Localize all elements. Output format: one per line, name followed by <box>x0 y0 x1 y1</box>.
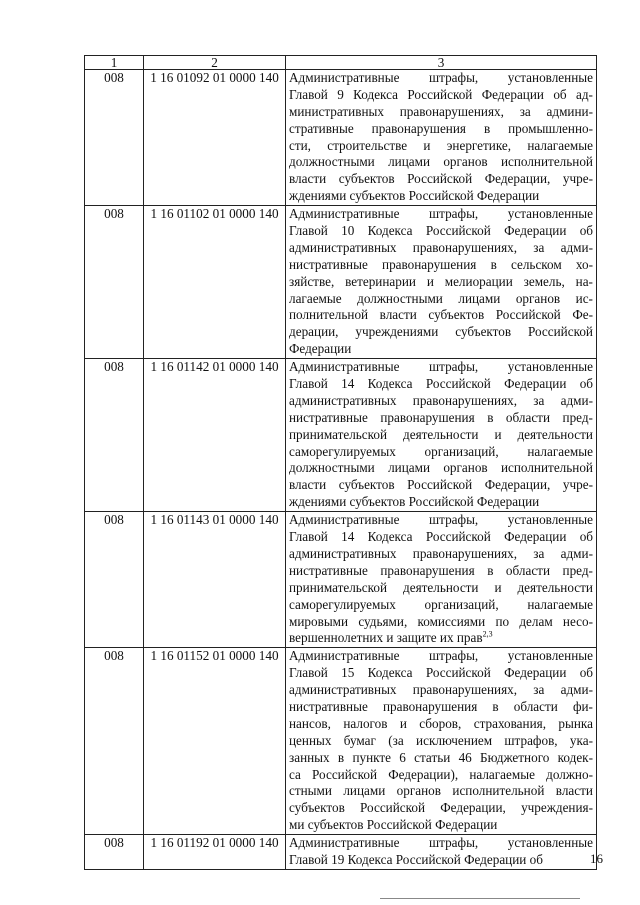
word: налагаемые <box>527 137 593 153</box>
word: 6 <box>399 749 406 765</box>
description-text: Главой 19 Кодекса Российской Федерации об <box>289 851 543 867</box>
word: несо- <box>562 613 593 629</box>
description-line <box>289 87 593 104</box>
bottom-divider <box>380 898 580 899</box>
word: в <box>337 749 345 765</box>
description-line <box>289 563 593 580</box>
word: Кодекса <box>367 529 413 545</box>
word: субъектов <box>338 477 395 493</box>
fees-table <box>84 55 597 870</box>
word: установленные <box>507 206 593 222</box>
description-line <box>289 716 593 733</box>
word: и <box>494 426 502 442</box>
table-row <box>85 648 597 835</box>
word: учреждения- <box>521 800 593 816</box>
word: Российской <box>360 800 426 816</box>
word: фи- <box>572 698 593 714</box>
word: налагаемые <box>469 766 535 782</box>
admin-code-cell: 008 <box>85 648 144 835</box>
description-line <box>289 494 593 511</box>
word: Федерации, <box>484 171 551 187</box>
description-line <box>289 597 593 614</box>
word: нистративные <box>289 562 368 578</box>
word: стративные <box>289 120 354 136</box>
word: об <box>579 665 593 681</box>
word: земель, <box>523 273 565 289</box>
word: власти <box>555 783 593 799</box>
word: административных <box>289 545 397 561</box>
word: органов <box>396 783 441 799</box>
word: Российской <box>407 171 473 187</box>
header-row <box>85 56 597 70</box>
word: власти <box>289 477 327 493</box>
word: министративных <box>289 103 384 119</box>
budget-code-cell: 1 16 01142 01 0000 140 <box>144 359 286 512</box>
description-cell <box>286 648 597 835</box>
word: Российской <box>495 307 561 323</box>
word: должно- <box>546 766 593 782</box>
description-line <box>289 70 593 87</box>
description-text: Федерации <box>289 341 352 357</box>
description-line <box>289 359 593 376</box>
word: Федерации <box>504 376 567 392</box>
word: зяйстве, <box>289 273 335 289</box>
word: промышленно- <box>508 120 593 136</box>
word: судьями, <box>358 613 408 629</box>
word: ука- <box>569 732 593 748</box>
word: должностными <box>289 154 375 170</box>
description-text: ждениями субъектов Российской Федерации <box>289 188 540 204</box>
description-text: ми субъектов Российской Федерации <box>289 817 498 833</box>
word: Российской <box>425 376 491 392</box>
word: субъектов <box>338 171 395 187</box>
word: установленные <box>507 512 593 528</box>
word: налогов <box>343 715 388 731</box>
budget-code-cell: 1 16 01143 01 0000 140 <box>144 512 286 648</box>
description-line <box>289 477 593 494</box>
word: штрафы, <box>429 648 479 664</box>
word: за <box>533 392 545 408</box>
admin-code-cell: 008 <box>85 206 144 359</box>
word: статьи <box>414 749 451 765</box>
word: Российской <box>425 223 491 239</box>
word: власти <box>289 171 327 187</box>
page-number: 16 <box>590 851 603 866</box>
word: пред- <box>562 562 593 578</box>
word: рынка <box>558 715 593 731</box>
word: занных <box>289 749 330 765</box>
word: ад- <box>575 86 593 102</box>
description-line <box>289 512 593 529</box>
budget-code-cell: 1 16 01152 01 0000 140 <box>144 648 286 835</box>
word: правонарушениях, <box>412 682 518 698</box>
word: за <box>533 682 545 698</box>
description-line <box>289 138 593 155</box>
word: организаций, <box>424 596 499 612</box>
description-text: вершеннолетних и защите их прав <box>289 630 483 646</box>
description-line <box>289 393 593 410</box>
word: об <box>553 86 567 102</box>
admin-code-cell: 008 <box>85 359 144 512</box>
word: Федерации <box>504 529 567 545</box>
word: Административные <box>289 70 400 85</box>
word: учре- <box>562 171 593 187</box>
word: сти, <box>289 137 311 153</box>
word: налагаемые <box>527 443 593 459</box>
word: правонарушения <box>382 256 477 272</box>
description-line <box>289 121 593 138</box>
word: Административные <box>289 512 400 528</box>
word: Федерации, <box>484 477 551 493</box>
word: пред- <box>562 409 593 425</box>
description-text: ждениями субъектов Российской Федерации <box>289 494 540 510</box>
word: полнительной <box>289 307 369 323</box>
word: штрафы, <box>429 206 479 222</box>
word: кодек- <box>557 749 593 765</box>
word: 10 <box>341 223 355 239</box>
word: Российской <box>407 86 473 102</box>
table-row <box>85 359 597 512</box>
word: установленные <box>507 70 593 85</box>
word: административных <box>289 392 397 408</box>
word: установленные <box>507 835 593 851</box>
word: Кодекса <box>367 223 413 239</box>
word: Российской <box>312 766 378 782</box>
word: области <box>505 409 551 425</box>
word: комиссиями <box>417 613 486 629</box>
word: са <box>289 766 301 782</box>
admin-code-cell: 008 <box>85 512 144 648</box>
word: об <box>579 376 593 392</box>
word: страхования, <box>473 715 547 731</box>
description-line <box>289 546 593 563</box>
word: нистративные <box>289 698 368 714</box>
word: лицами <box>388 460 431 476</box>
word: Федерации <box>504 223 567 239</box>
word: учреждениями <box>355 324 439 340</box>
word: 14 <box>341 529 355 545</box>
word: правонарушения <box>371 120 466 136</box>
word: административных <box>289 239 397 255</box>
word: правонарушениях, <box>399 103 504 119</box>
word: установленные <box>507 359 593 375</box>
word: в <box>492 698 499 714</box>
description-line <box>289 376 593 393</box>
word: лицами <box>458 290 501 306</box>
word: области <box>505 562 551 578</box>
word: 15 <box>341 665 355 681</box>
description-line <box>289 171 593 188</box>
description-line <box>289 699 593 716</box>
word: Главой <box>289 529 328 545</box>
word: в <box>487 562 494 578</box>
description-line <box>289 291 593 308</box>
word: учре- <box>562 477 593 493</box>
word: стными <box>289 783 332 799</box>
word: за <box>533 239 545 255</box>
table-row <box>85 835 597 870</box>
word: админи- <box>546 103 593 119</box>
description-cell <box>286 359 597 512</box>
word: Российской <box>425 529 491 545</box>
description-line <box>289 783 593 800</box>
word: Российской <box>407 477 473 493</box>
word: штрафы, <box>429 70 479 85</box>
word: нансов, <box>289 715 331 731</box>
word: Административные <box>289 359 400 375</box>
word: Федерации <box>504 665 567 681</box>
word: субъектов <box>455 324 512 340</box>
word: сборов, <box>419 715 462 731</box>
word: нистративные <box>289 409 368 425</box>
word: штрафы, <box>429 512 479 528</box>
description-line <box>289 410 593 427</box>
word: лицами <box>343 783 386 799</box>
word: на- <box>575 273 593 289</box>
description-line <box>289 154 593 171</box>
description-line <box>289 188 593 205</box>
word: адми- <box>560 545 593 561</box>
word: делам <box>519 613 553 629</box>
word: Кодекса <box>353 86 399 102</box>
word: штрафы, <box>429 835 479 851</box>
admin-code-cell: 008 <box>85 835 144 870</box>
budget-code-cell: 1 16 01092 01 0000 140 <box>144 70 286 206</box>
word: 14 <box>341 376 355 392</box>
word: Главой <box>289 665 328 681</box>
description-line <box>289 257 593 274</box>
word: адми- <box>560 392 593 408</box>
header-cell-1: 1 <box>85 56 144 70</box>
word: Главой <box>289 376 328 392</box>
word: Административные <box>289 648 400 664</box>
word: бумаг <box>343 732 376 748</box>
description-line <box>289 767 593 784</box>
description-line <box>289 817 593 834</box>
word: установленные <box>507 648 593 664</box>
word: Кодекса <box>367 665 413 681</box>
description-line <box>289 341 593 358</box>
header-cell-2: 2 <box>144 56 286 70</box>
word: (за <box>388 732 404 748</box>
word: налагаемые <box>527 596 593 612</box>
description-line <box>289 427 593 444</box>
word: деятельности <box>517 579 593 595</box>
word: Главой <box>289 223 328 239</box>
description-line <box>289 274 593 291</box>
word: лагаемые <box>289 290 342 306</box>
word: органов <box>443 460 488 476</box>
word: саморегулируемых <box>289 596 396 612</box>
word: в <box>490 256 497 272</box>
word: правонарушениях, <box>412 239 518 255</box>
header-cell-3: 3 <box>286 56 597 70</box>
word: Федерации, <box>440 800 506 816</box>
description-line <box>289 223 593 240</box>
description-line <box>289 206 593 223</box>
description-line <box>289 682 593 699</box>
word: за <box>519 103 531 119</box>
word: об <box>579 223 593 239</box>
description-line <box>289 529 593 546</box>
word: органов <box>515 290 561 306</box>
word: об <box>579 529 593 545</box>
word: лицами <box>388 154 431 170</box>
word: субъектов <box>289 800 345 816</box>
table-row <box>85 206 597 359</box>
word: и <box>494 579 502 595</box>
word: Кодекса <box>367 376 413 392</box>
description-line <box>289 733 593 750</box>
description-line <box>289 580 593 597</box>
word: деятельности <box>517 426 593 442</box>
word: деятельности <box>403 579 479 595</box>
word: адми- <box>560 682 593 698</box>
word: правонарушения <box>380 562 475 578</box>
word: исполнительной <box>500 154 593 170</box>
word: исполнительной <box>500 460 593 476</box>
word: нистративные <box>289 256 368 272</box>
word: за <box>533 545 545 561</box>
word: Российской <box>527 324 593 340</box>
word: энергетике, <box>446 137 512 153</box>
description-line <box>289 460 593 477</box>
description-line <box>289 104 593 121</box>
word: Главой <box>289 86 328 102</box>
word: ис- <box>575 290 593 306</box>
word: штрафы, <box>429 359 479 375</box>
word: исключением <box>416 732 493 748</box>
description-line <box>289 835 593 852</box>
description-line <box>289 444 593 461</box>
word: хо- <box>575 256 593 272</box>
budget-code-cell: 1 16 01102 01 0000 140 <box>144 206 286 359</box>
word: адми- <box>560 239 593 255</box>
footnote-marker: 2,3 <box>482 630 493 639</box>
word: органов <box>443 154 488 170</box>
word: субъектов <box>428 307 485 323</box>
word: штрафов, <box>504 732 558 748</box>
word: области <box>513 698 558 714</box>
word: ветеринарии <box>345 273 416 289</box>
word: административных <box>289 682 397 698</box>
admin-code-cell: 008 <box>85 70 144 206</box>
word: исполнительной <box>452 783 545 799</box>
word: Российской <box>425 665 491 681</box>
word: в <box>487 409 494 425</box>
word: мелиорации <box>444 273 513 289</box>
word: правонарушениях, <box>412 392 518 408</box>
word: принимательской <box>289 579 388 595</box>
description-line <box>289 614 593 631</box>
word: мировыми <box>289 613 349 629</box>
description-line <box>289 800 593 817</box>
word: принимательской <box>289 426 388 442</box>
word: 46 <box>458 749 472 765</box>
word: Федерации <box>481 86 544 102</box>
description-line <box>289 307 593 324</box>
word: Административные <box>289 835 400 851</box>
description-line <box>289 665 593 682</box>
word: и <box>399 715 407 731</box>
word: 9 <box>337 86 344 102</box>
word: дерации, <box>289 324 339 340</box>
description-line <box>289 324 593 341</box>
word: Бюджетного <box>480 749 550 765</box>
description-line <box>289 750 593 767</box>
word: Административные <box>289 206 400 222</box>
word: сельском <box>510 256 562 272</box>
word: должностными <box>357 290 443 306</box>
word: деятельности <box>403 426 479 442</box>
word: Фе- <box>572 307 593 323</box>
description-cell <box>286 70 597 206</box>
budget-code-cell: 1 16 01192 01 0000 140 <box>144 835 286 870</box>
description-line <box>289 648 593 665</box>
word: правонарушения <box>382 698 478 714</box>
word: должностными <box>289 460 375 476</box>
description-cell <box>286 206 597 359</box>
word: власти <box>379 307 417 323</box>
word: в <box>483 120 491 136</box>
table-row <box>85 70 597 206</box>
word: и <box>423 137 431 153</box>
description-line <box>289 630 593 647</box>
word: правонарушениях, <box>412 545 518 561</box>
description-line <box>289 240 593 257</box>
description-cell <box>286 512 597 648</box>
word: и <box>426 273 434 289</box>
word: саморегулируемых <box>289 443 396 459</box>
word: Федерации), <box>388 766 459 782</box>
word: ценных <box>289 732 332 748</box>
word: правонарушения <box>380 409 475 425</box>
word: строительстве <box>327 137 408 153</box>
word: пункте <box>352 749 391 765</box>
table-row <box>85 512 597 648</box>
description-line <box>289 852 593 869</box>
word: по <box>495 613 510 629</box>
description-cell <box>286 835 597 870</box>
word: организаций, <box>424 443 499 459</box>
